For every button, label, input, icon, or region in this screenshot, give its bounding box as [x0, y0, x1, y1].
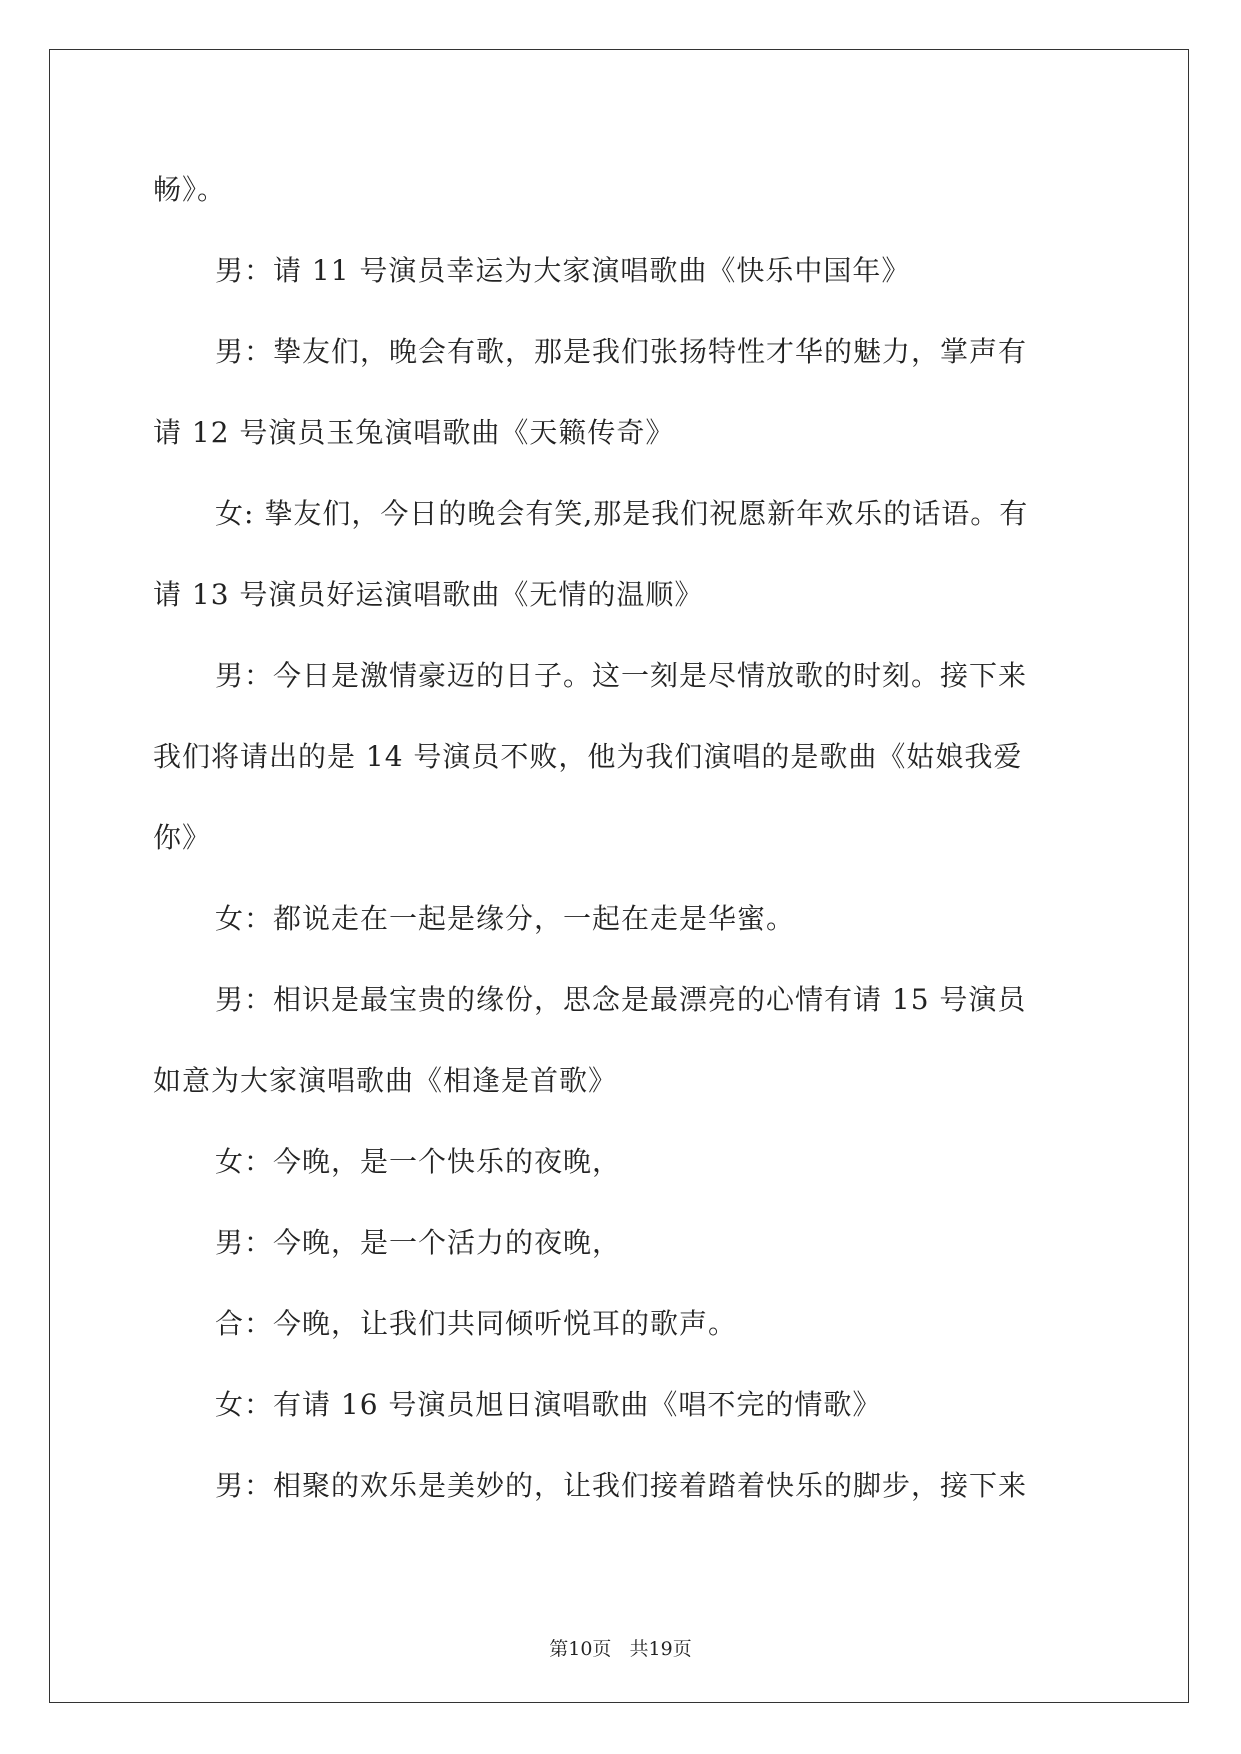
text-line: 畅》。 — [153, 173, 227, 206]
text-line: 男：今日是激情豪迈的日子。这一刻是尽情放歌的时刻。接下来 — [215, 659, 1028, 692]
text-line: 如意为大家演唱歌曲《相逢是首歌》 — [153, 1064, 618, 1097]
text-line: 男：相聚的欢乐是美妙的，让我们接着踏着快乐的脚步，接下来 — [215, 1469, 1028, 1502]
text-line: 我们将请出的是 14 号演员不败，他为我们演唱的是歌曲《姑娘我爱 — [153, 740, 1023, 773]
page-number-footer: 第10页 共19页 — [549, 1638, 692, 1660]
text-line: 女：都说走在一起是缘分，一起在走是华蜜。 — [215, 902, 796, 935]
text-line: 女: 挚友们，今日的晚会有笑,那是我们祝愿新年欢乐的话语。有 — [215, 497, 1029, 530]
text-line: 男：今晚，是一个活力的夜晚， — [215, 1226, 622, 1259]
text-line: 女：今晚，是一个快乐的夜晚， — [215, 1145, 622, 1178]
text-line: 你》 — [153, 821, 212, 854]
text-line: 合：今晚，让我们共同倾听悦耳的歌声。 — [215, 1307, 738, 1340]
document-body — [153, 160, 1093, 1537]
text-line: 男：相识是最宝贵的缘份，思念是最漂亮的心情有请 15 号演员 — [215, 983, 1027, 1016]
text-line: 请 12 号演员玉兔演唱歌曲《天籁传奇》 — [153, 416, 675, 449]
text-line: 男：挚友们，晚会有歌，那是我们张扬特性才华的魅力，掌声有 — [215, 335, 1028, 368]
text-line: 女：有请 16 号演员旭日演唱歌曲《唱不完的情歌》 — [215, 1388, 882, 1421]
text-line: 男：请 11 号演员幸运为大家演唱歌曲《快乐中国年》 — [215, 254, 911, 287]
text-line: 请 13 号演员好运演唱歌曲《无情的温顺》 — [153, 578, 704, 611]
